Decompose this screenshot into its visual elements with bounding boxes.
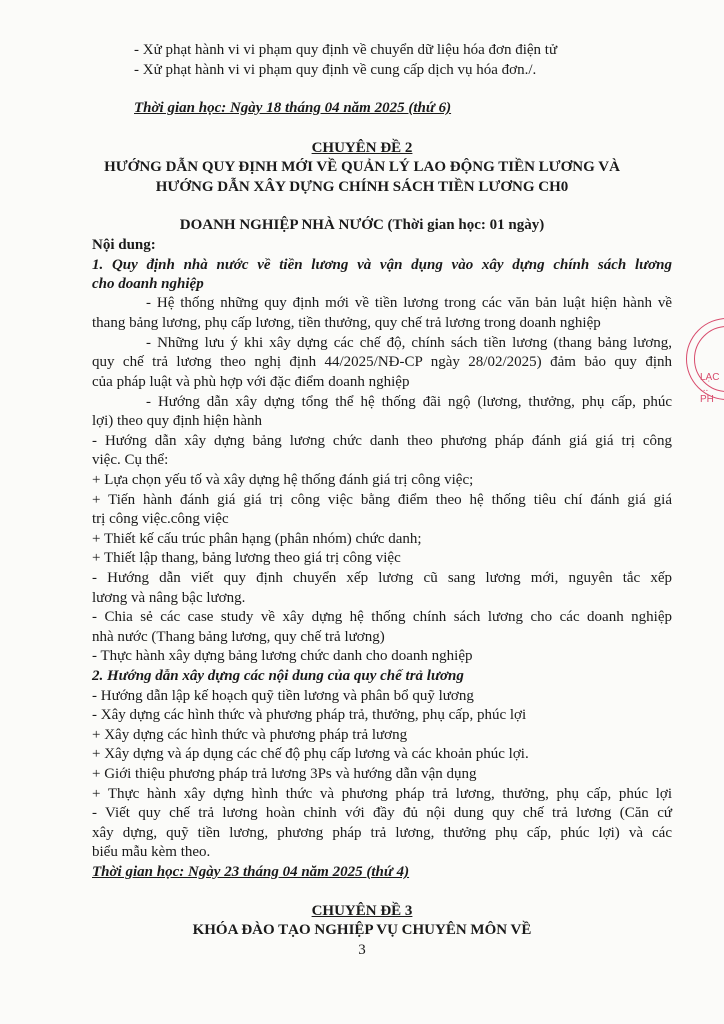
s1-line: của pháp luật và phù hợp với đặc điểm doanh nghiệp xyxy=(92,374,410,390)
s1-line: - Những lưu ý khi xây dựng các chế độ, chính sách tiền lương (thang bảng lương, xyxy=(146,335,672,351)
study-time-2: Thời gian học: Ngày 23 tháng 04 năm 2025 (thứ 4) xyxy=(92,864,410,880)
s1-line: + Thiết kế cấu trúc phân hạng (phân nhóm) chức danh; xyxy=(92,531,422,547)
s1-line: - Hướng dẫn viết quy định chuyển xếp lương cũ sang lương mới, nguyên tắc xếp xyxy=(92,570,672,586)
s2-line: + Thực hành xây dựng hình thức và phương pháp trả lương, thưởng, phụ cấp, phúc lợi xyxy=(92,786,672,802)
s2-line: + Giới thiệu phương pháp trả lương 3Ps và hướng dẫn vận dụng xyxy=(92,766,477,782)
s2-line: - Hướng dẫn lập kế hoạch quỹ tiền lương và phân bổ quỹ lương xyxy=(92,688,474,704)
s1-line: - Thực hành xây dựng bảng lương chức danh cho doanh nghiệp xyxy=(92,648,473,664)
s1-line: - Hệ thống những quy định mới về tiền lương trong các văn bản luật hiện hành về xyxy=(146,295,672,311)
s1-line: - Hướng dẫn xây dựng bảng lương chức danh theo phương pháp đánh giá giá trị công xyxy=(92,433,672,449)
s1-line: việc. Cụ thể: xyxy=(92,452,169,468)
topic2-title-line2: HƯỚNG DẪN XÂY DỰNG CHÍNH SÁCH TIỀN LƯƠNG CH0 xyxy=(155,179,569,195)
s1-line: + Lựa chọn yếu tố và xây dựng hệ thống đánh giá trị công việc; xyxy=(92,472,474,488)
s2-line: biểu mẫu kèm theo. xyxy=(92,844,211,860)
s1-line: - Chia sẻ các case study về xây dựng hệ thống chính sách lương cho các doanh nghiệp xyxy=(92,609,672,625)
topic2-title-line3: DOANH NGHIỆP NHÀ NƯỚC (Thời gian học: 01 ngày) xyxy=(179,217,545,233)
bullet-top-2: - Xử phạt hành vi vi phạm quy định về cung cấp dịch vụ hóa đơn./. xyxy=(134,62,537,78)
section2-title: 2. Hướng dẫn xây dựng các nội dung của quy chế trả lương xyxy=(92,668,464,684)
section1-title-line1: 1. Quy định nhà nước về tiền lương và vận dụng vào xây dựng chính sách lương xyxy=(92,257,672,273)
page-number: 3 xyxy=(358,942,366,958)
s1-line: quy chế trả lương theo nghị định 44/2025/NĐ-CP ngày 28/02/2025) đảm bảo quy định xyxy=(92,354,672,370)
bullet-top-1: - Xử phạt hành vi vi phạm quy định về chuyển dữ liệu hóa đơn điện tử xyxy=(134,42,558,58)
s1-line: trị công việc.công việc xyxy=(92,511,229,527)
s2-line: - Xây dựng các hình thức và phương pháp trả, thưởng, phụ cấp, phúc lợi xyxy=(92,707,527,723)
s2-line: xây dựng, quỹ tiền lương, phương pháp trả lương, thưởng phụ cấp, phúc lợi) và các xyxy=(92,825,672,841)
s1-line: lương và nâng bậc lương. xyxy=(92,590,246,606)
topic3-label: CHUYÊN ĐỀ 3 xyxy=(311,903,413,919)
study-time-1: Thời gian học: Ngày 18 tháng 04 năm 2025 (thứ 6) xyxy=(134,100,452,116)
content-label: Nội dung: xyxy=(92,237,156,253)
section1-title-line2: cho doanh nghiệp xyxy=(92,276,204,292)
stamp-text: LẠC ... PH xyxy=(700,372,720,405)
topic3-title-line1: KHÓA ĐÀO TẠO NGHIỆP VỤ CHUYÊN MÔN VỀ xyxy=(192,922,532,938)
topic2-label: CHUYÊN ĐỀ 2 xyxy=(311,140,413,156)
s1-line: + Tiến hành đánh giá giá trị công việc bằng điểm theo hệ thống tiêu chí đánh giá giá xyxy=(92,492,672,508)
s2-line: + Xây dựng và áp dụng các chế độ phụ cấp lương và các khoản phúc lợi. xyxy=(92,746,529,762)
s1-line: lợi) theo quy định hiện hành xyxy=(92,413,262,429)
s1-line: nhà nước (Thang bảng lương, quy chế trả lương) xyxy=(92,629,385,645)
topic2-title-line1: HƯỚNG DẪN QUY ĐỊNH MỚI VỀ QUẢN LÝ LAO ĐỘNG TIỀN LƯƠNG VÀ xyxy=(104,159,620,175)
s1-line: - Hướng dẫn xây dựng tổng thể hệ thống đãi ngộ (lương, thưởng, phụ cấp, phúc xyxy=(146,394,672,410)
s2-line: - Viết quy chế trả lương hoàn chỉnh với đầy đủ nội dung quy chế trả lương (Căn cứ xyxy=(92,805,672,821)
s1-line: thang bảng lương, phụ cấp lương, tiền thưởng, quy chế trả lương trong doanh nghiệp xyxy=(92,315,601,331)
s1-line: + Thiết lập thang, bảng lương theo giá trị công việc xyxy=(92,550,401,566)
s2-line: + Xây dựng các hình thức và phương pháp trả lương xyxy=(92,727,408,743)
